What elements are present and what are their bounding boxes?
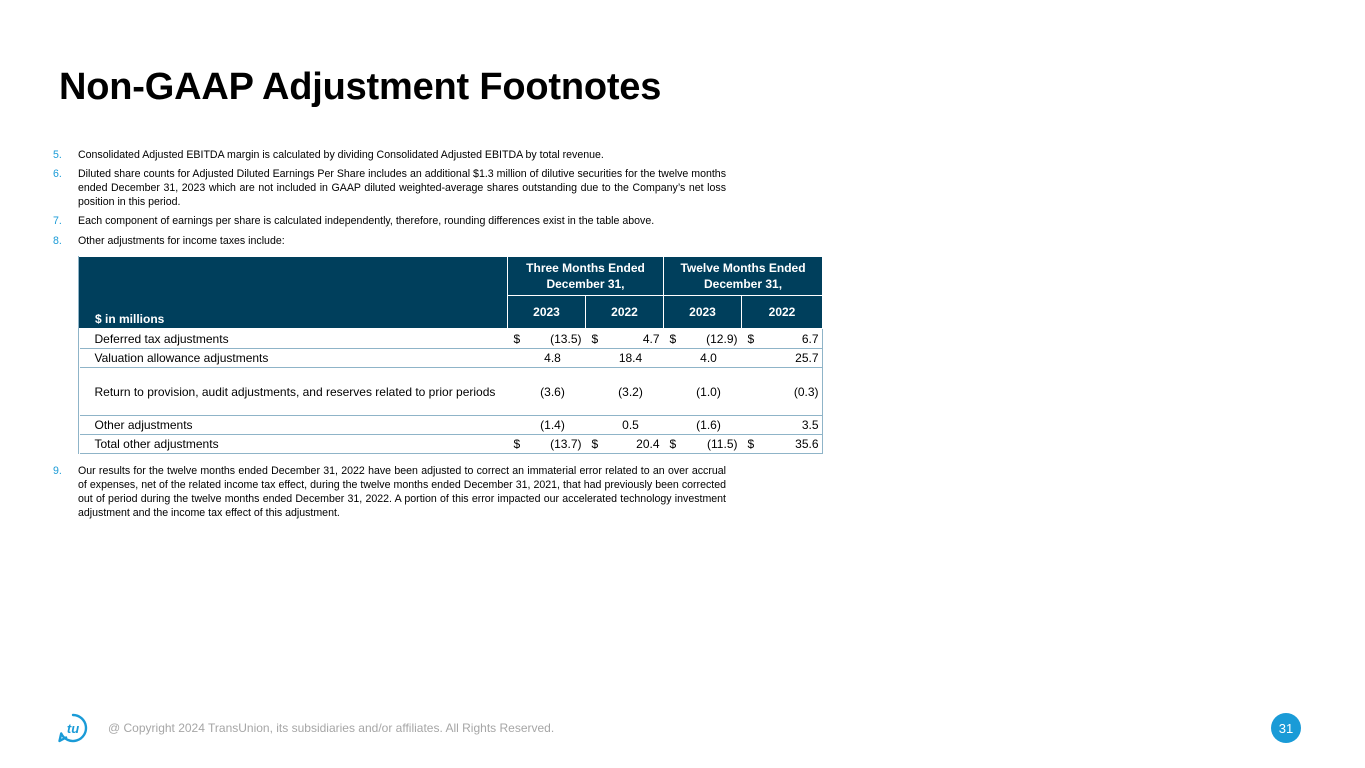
footnote-text: Consolidated Adjusted EBITDA margin is calculated by dividing Consolidated Adjusted EBITDA by total revenue. xyxy=(78,149,604,161)
row-label: Return to provision, audit adjustments, and reserves related to prior periods xyxy=(80,368,508,416)
page-number-badge: 31 xyxy=(1271,713,1301,743)
table-cell: $ (13.5) xyxy=(508,329,586,349)
year-header: 2023 xyxy=(664,296,742,329)
copyright-text: @ Copyright 2024 TransUnion, its subsidiaries and/or affiliates. All Rights Reserved. xyxy=(108,721,555,735)
header-three-months: Three Months Ended December 31, xyxy=(508,257,664,296)
footnote-9 xyxy=(53,464,726,520)
table-row xyxy=(80,368,823,416)
footnote-number: 7. xyxy=(53,215,62,227)
table-row xyxy=(80,329,823,349)
table-label-header: $ in millions xyxy=(80,257,508,329)
table-cell: $ 4.7 xyxy=(586,329,664,349)
row-label: Valuation allowance adjustments xyxy=(80,349,508,368)
footnote-7 xyxy=(53,214,726,228)
footnote-number: 5. xyxy=(53,149,62,161)
row-label: Deferred tax adjustments xyxy=(80,329,508,349)
transunion-logo-icon xyxy=(58,713,88,743)
table-cell: (1.4) xyxy=(508,416,586,435)
table-cell: $ 35.6 xyxy=(742,435,823,454)
year-header: 2022 xyxy=(586,296,664,329)
year-header: 2023 xyxy=(508,296,586,329)
logo-text: tu xyxy=(66,721,80,736)
table-cell: 4.8 xyxy=(508,349,586,368)
table-cell: $ 20.4 xyxy=(586,435,664,454)
footnote-text: Other adjustments for income taxes include: xyxy=(78,235,285,247)
footnote-text: Our results for the twelve months ended December 31, 2022 have been adjusted to correct an immaterial error related to an over accrual of expenses, net of the related income tax effect, during the twelve months ended December 31, 2021, that had previously been corrected out of period during the twelve months ended December 31, 2022. A portion of this error impacted our accelerated technology investment adjustment and the income tax effect of this adjustment. xyxy=(78,465,726,519)
table-cell: $ 6.7 xyxy=(742,329,823,349)
table-cell: $ (12.9) xyxy=(664,329,742,349)
table-row-total xyxy=(80,435,823,454)
footnote-number: 6. xyxy=(53,168,62,180)
page-title: Non-GAAP Adjustment Footnotes xyxy=(59,66,662,108)
header-twelve-months: Twelve Months Ended December 31, xyxy=(664,257,823,296)
year-header: 2022 xyxy=(742,296,823,329)
income-tax-adjustments-table xyxy=(78,256,823,454)
table-cell: 3.5 xyxy=(742,416,823,435)
table-cell: (1.0) xyxy=(664,368,742,416)
table-cell: (3.6) xyxy=(508,368,586,416)
footnote-5 xyxy=(53,148,726,162)
row-label: Total other adjustments xyxy=(80,435,508,454)
table-row xyxy=(80,349,823,368)
table-cell: (1.6) xyxy=(664,416,742,435)
table-cell: (3.2) xyxy=(586,368,664,416)
footnote-text: Diluted share counts for Adjusted Diluted Earnings Per Share includes an additional $1.3 million of dilutive securities for the twelve months ended December 31, 2023 which are not included in GAAP diluted weighted-average shares outstanding due to the Company’s net loss position in this period. xyxy=(78,168,726,208)
table-cell: 0.5 xyxy=(586,416,664,435)
footnote-8 xyxy=(53,234,726,248)
footnote-6 xyxy=(53,167,726,209)
footnote-text: Each component of earnings per share is calculated independently, therefore, rounding differences exist in the table above. xyxy=(78,215,655,227)
table-cell: 18.4 xyxy=(586,349,664,368)
table-cell: (0.3) xyxy=(742,368,823,416)
footnote-number: 8. xyxy=(53,235,62,247)
table-cell: $ (13.7) xyxy=(508,435,586,454)
footnote-number: 9. xyxy=(53,465,62,477)
table-cell: 25.7 xyxy=(742,349,823,368)
table-cell: $ (11.5) xyxy=(664,435,742,454)
table-row xyxy=(80,416,823,435)
table-cell: 4.0 xyxy=(664,349,742,368)
row-label: Other adjustments xyxy=(80,416,508,435)
